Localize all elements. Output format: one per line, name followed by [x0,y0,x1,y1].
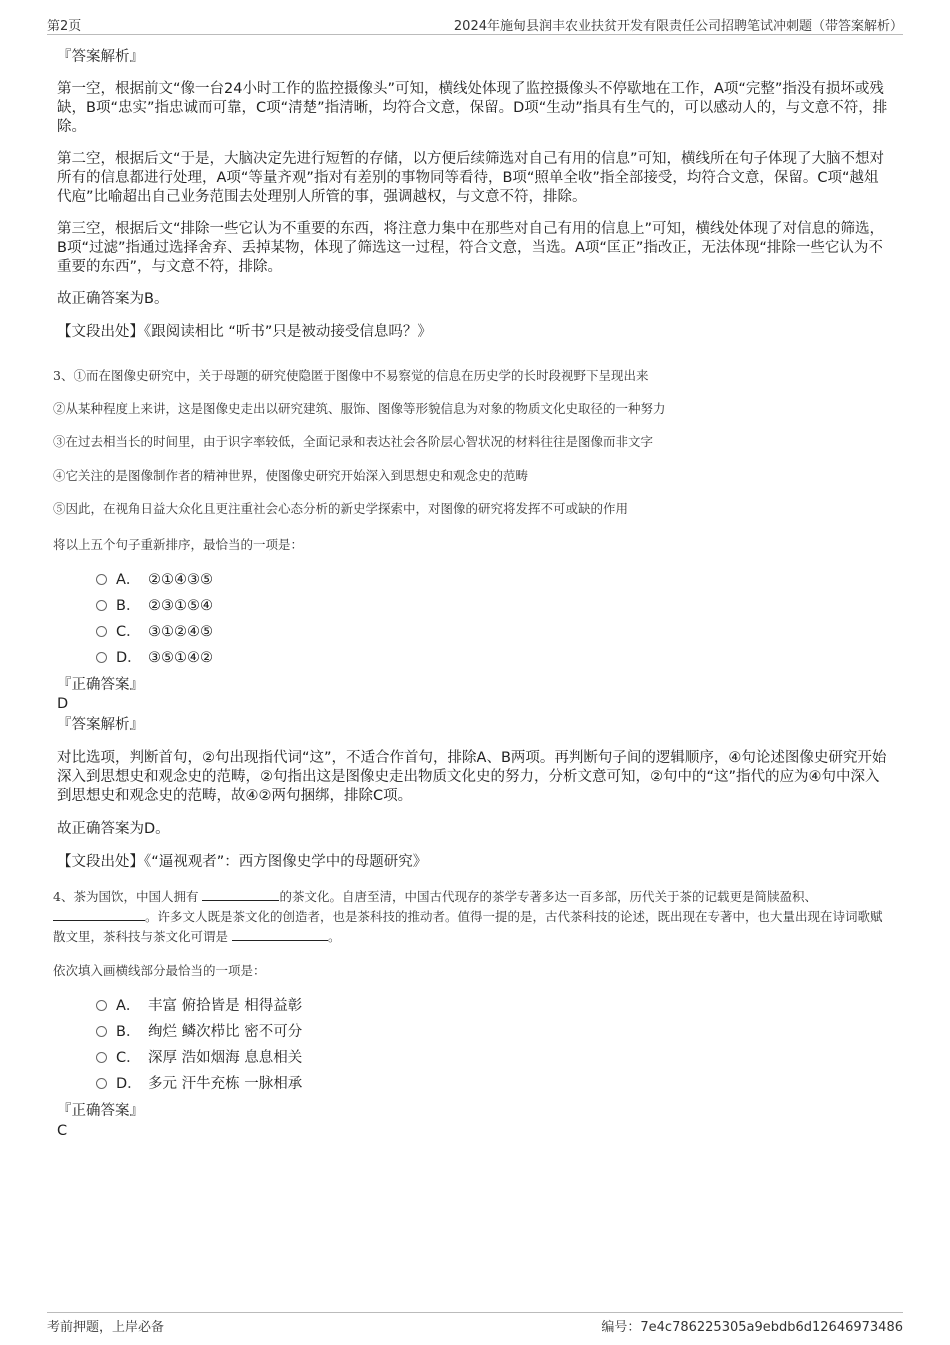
q3-analysis-label: 『答案解析』 [57,717,144,733]
radio-icon[interactable] [96,1052,107,1063]
q2-conclusion: 故正确答案为B。 [57,291,169,307]
q4-option-c[interactable]: C． 深厚 浩如烟海 息息相关 [96,1048,302,1068]
q3-sentence-2: ②从某种程度上来讲，这是图像史走出以研究建筑、服饰、图像等形貌信息为对象的物质文化史取径的一种努力 [53,401,666,416]
q2-analysis-para3: 第三空，根据后文“排除一些它认为不重要的东西，将注意力集中在那些对自己有用的信息上”可知，横线处体现了对信息的筛选，B项“过滤”指通过选择舍弃、丢掉某物，体现了筛选这一过程，符合文意，当选。A项“匡正”指改正，无法体现“排除一些它认为不重要的东西”，与文意不符，排除。 [57,221,885,275]
radio-icon[interactable] [96,574,107,585]
radio-icon[interactable] [96,600,107,611]
q4-answer-label: 『正确答案』 [57,1103,144,1119]
page-footer [47,1312,903,1337]
q3-sentence-5: ⑤因此，在视角日益大众化且更注重社会心态分析的新史学探索中，对图像的研究将发挥不可或缺的作用 [53,501,629,516]
q2-analysis-para1: 第一空，根据前文“像一台24小时工作的监控摄像头”可知，横线处体现了监控摄像头不停歇地在工作，A项“完整”指没有损坏或残缺，B项“忠实”指忠诚而可靠，C项“清楚”指清晰，均符合文意，保留。D项“生动”指具有生气的，可以感动人的，与文意不符，排除。 [57,81,888,135]
document-id: 编号：7e4c786225305a9ebdb6d12646973486 [601,1320,903,1335]
radio-icon[interactable] [96,1026,107,1037]
q2-analysis-label: 『答案解析』 [57,49,144,65]
q3-sentence-3: ③在过去相当长的时间里，由于识字率较低，全面记录和表达社会各阶层心智状况的材料往往是图像而非文字 [53,434,654,449]
q3-analysis: 对比选项，判断首句，②句出现指代词“这”，不适合作首句，排除A、B两项。再判断句子间的逻辑顺序，④句论述图像史研究开始深入到思想史和观念史的范畴，②句指出这是图像史走出物质文化史的努力，分析文意可知，②句中的“这”指代的应为④句中深入到思想史和观念史的范畴，故④②两句捆绑，排除C项。 [57,750,887,804]
q4-answer: C [57,1123,68,1139]
q3-option-b[interactable]: B． ②③①⑤④ [96,596,213,616]
q3-option-d[interactable]: D． ③⑤①④② [96,648,213,668]
blank-3 [232,927,328,941]
page-number: 第2页 [47,19,82,34]
q3-prompt: 将以上五个句子重新排序，最恰当的一项是： [53,537,304,552]
q3-sentence-1: 3、①而在图像史研究中，关于母题的研究使隐匿于图像中不易察觉的信息在历史学的长时段视野下呈现出来 [53,368,649,383]
radio-icon[interactable] [96,1078,107,1089]
q4-option-a[interactable]: A． 丰富 俯拾皆是 相得益彰 [96,996,302,1016]
footer-slogan: 考前押题，上岸必备 [47,1320,165,1335]
blank-1 [202,887,279,901]
q3-sentence-4: ④它关注的是图像制作者的精神世界，使图像史研究开始深入到思想史和观念史的范畴 [53,468,529,483]
radio-icon[interactable] [96,626,107,637]
q3-conclusion: 故正确答案为D。 [57,821,170,837]
q2-analysis-para2: 第二空，根据后文“于是，大脑决定先进行短暂的存储，以方便后续筛选对自己有用的信息”可知，横线所在句子体现了大脑不想对所有的信息都进行处理，A项“等量齐观”指对有差别的事物同等看待，B项“照单全收”指全部接受，均符合文意，保留。C项“越俎代庖”比喻超出自己业务范围去处理别人所管的事，强调越权，与文意不符，排除。 [57,151,885,205]
q2-source: 【文段出处】《跟阅读相比 “听书”只是被动接受信息吗？》 [57,324,432,340]
blank-2 [53,907,145,921]
q3-answer: D [57,696,69,712]
q3-option-c[interactable]: C． ③①②④⑤ [96,622,213,642]
radio-icon[interactable] [96,1000,107,1011]
q4-stem: 4、茶为国饮，中国人拥有 的茶文化。自唐至清，中国古代现存的茶学专著多达一百多部，历代关于茶的记载更是简牍盈积、。许多文人既是茶文化的创造者，也是茶科技的推动者。值得一提的是，古代茶科技的论述，既出现在专著中，也大量出现在诗词歌赋散文里，茶科技与茶文化可谓是 。 [53,889,883,944]
q3-source: 【文段出处】《“逼视观者”：西方图像史学中的母题研究》 [57,854,428,870]
radio-icon[interactable] [96,652,107,663]
q3-answer-label: 『正确答案』 [57,677,144,693]
q4-option-b[interactable]: B． 绚烂 鳞次栉比 密不可分 [96,1022,302,1042]
q3-option-a[interactable]: A． ②①④③⑤ [96,570,213,590]
document-title: 2024年施甸县润丰农业扶贫开发有限责任公司招聘笔试冲刺题（带答案解析） [453,19,903,34]
q4-option-d[interactable]: D． 多元 汗牛充栋 一脉相承 [96,1074,302,1094]
page-header [47,14,903,35]
q4-prompt: 依次填入画横线部分最恰当的一项是： [53,963,266,978]
